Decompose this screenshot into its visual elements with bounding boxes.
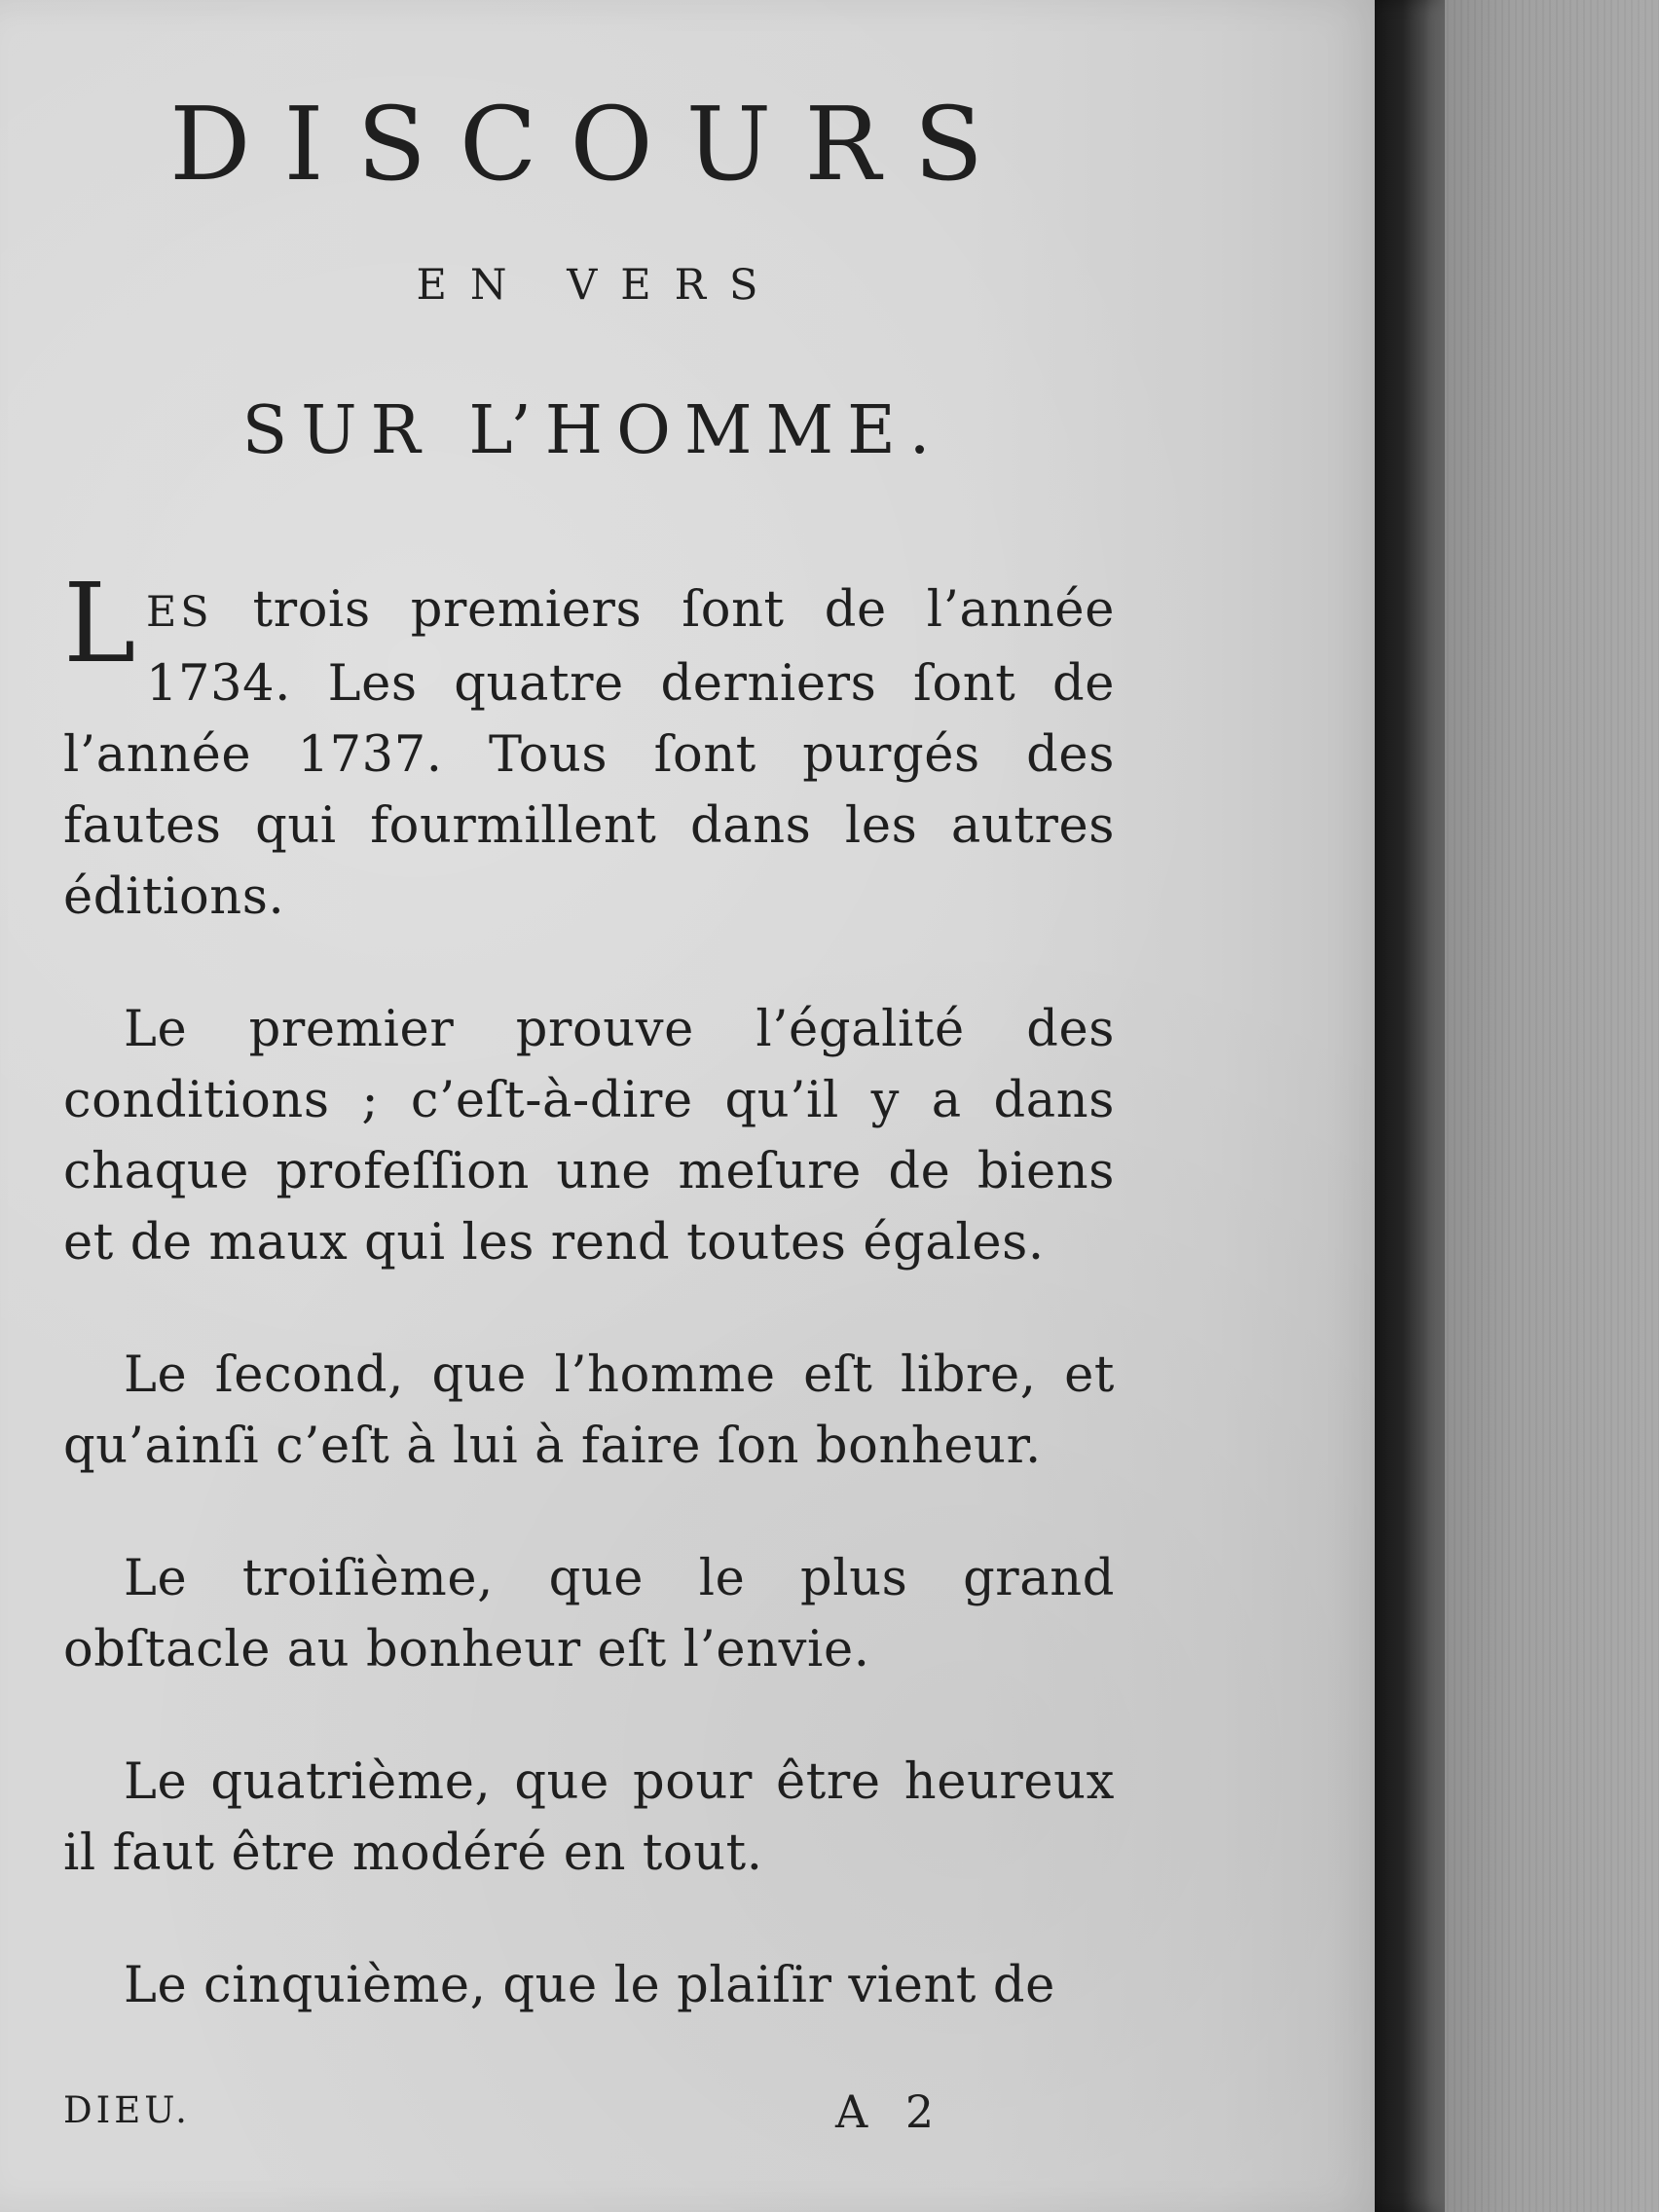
page-content <box>63 85 1115 2146</box>
signature-mark: A 2 <box>835 2085 946 2138</box>
book-binding <box>1375 0 1445 2212</box>
paragraph-2: Le premier prouve l’égalité des conditions ; c’eſt-à-dire qu’il y a dans chaque profeſſion une meſure de biens et de maux qui les rend toutes égales. <box>63 1001 1115 1272</box>
page-heading: SUR L’HOMME. <box>241 392 944 469</box>
paragraph-1-text: trois premiers ſont de l’année 1734. Les quatre derniers ſont de l’année 1737. Tous ſont purgés des fautes qui fourmillent dans les autres éditions. <box>63 581 1115 926</box>
paragraph-1 <box>63 561 1115 933</box>
paragraph-4: Le troiſième, que le plus grand obſtacle au bonheur eſt l’envie. <box>63 1550 1115 1678</box>
paragraph-6: Le cinquième, que le plaiſir vient de <box>124 1957 1055 2014</box>
backdrop <box>1440 0 1659 2212</box>
paragraph-5: Le quatrième, que pour être heureux il faut être modéré en tout. <box>63 1753 1115 1882</box>
paragraph-3: Le ſecond, que l’homme eſt libre, et qu’ainſi c’eſt à lui à faire ſon bonheur. <box>63 1346 1115 1475</box>
catchword: DIEU. <box>63 2089 191 2131</box>
page-title: DISCOURS <box>169 85 1016 203</box>
dropcap-letter: L <box>63 561 136 687</box>
body-text <box>63 561 1115 2146</box>
page-subtitle: EN VERS <box>416 261 782 310</box>
lead-caps: ES <box>145 588 213 637</box>
